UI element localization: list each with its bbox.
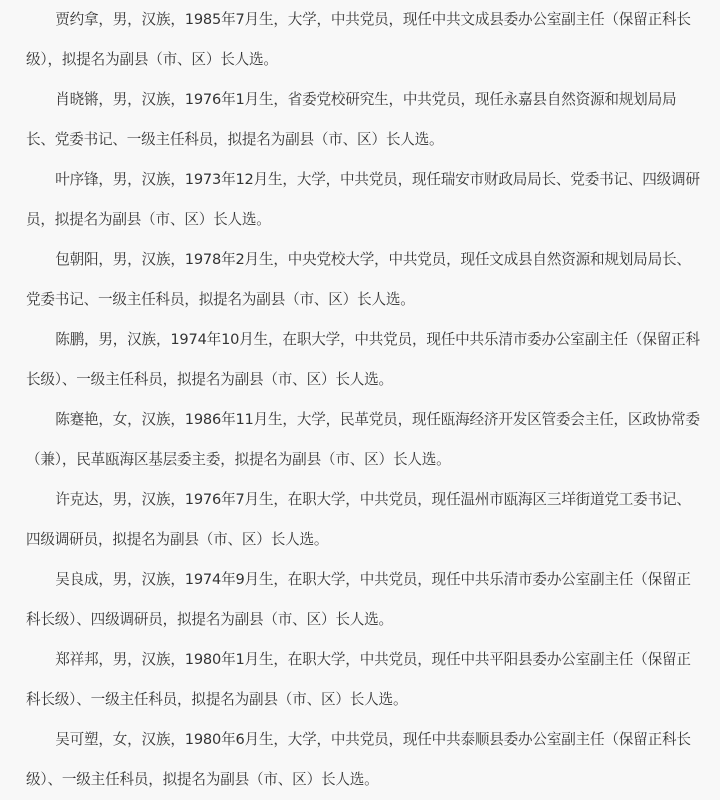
candidate-paragraph: 吴可塑，女，汉族，1980年6月生，大学，中共党员，现任中共泰顺县委办公室副主任（保留正科长级）、一级主任科员，拟提名为副县（市、区）长人选。 bbox=[26, 731, 691, 788]
candidate-paragraph: 吴良成，男，汉族，1974年9月生，在职大学，中共党员，现任中共乐清市委办公室副主任（保留正科长级）、四级调研员，拟提名为副县（市、区）长人选。 bbox=[26, 571, 691, 628]
candidate-paragraph: 肖晓锵，男，汉族，1976年1月生，省委党校研究生，中共党员，现任永嘉县自然资源和规划局局长、党委书记、一级主任科员，拟提名为副县（市、区）长人选。 bbox=[26, 91, 677, 148]
candidate-paragraph: 许克达，男，汉族，1976年7月生，在职大学，中共党员，现任温州市瓯海区三垟街道党工委书记、四级调研员，拟提名为副县（市、区）长人选。 bbox=[26, 491, 691, 548]
candidate-paragraph: 贾约拿，男，汉族，1985年7月生，大学，中共党员，现任中共文成县委办公室副主任（保留正科长级），拟提名为副县（市、区）长人选。 bbox=[26, 11, 691, 68]
candidate-paragraph: 陈鹏，男，汉族，1974年10月生，在职大学，中共党员，现任中共乐清市委办公室副主任（保留正科长级）、一级主任科员，拟提名为副县（市、区）长人选。 bbox=[26, 331, 700, 388]
candidate-paragraph: 郑祥邦，男，汉族，1980年1月生，在职大学，中共党员，现任中共平阳县委办公室副主任（保留正科长级）、一级主任科员，拟提名为副县（市、区）长人选。 bbox=[26, 651, 691, 708]
candidate-paragraph: 陈蹇艳，女，汉族，1986年11月生，大学，民革党员，现任瓯海经济开发区管委会主任，区政协常委（兼），民革瓯海区基层委主委，拟提名为副县（市、区）长人选。 bbox=[26, 411, 700, 468]
candidate-paragraph: 包朝阳，男，汉族，1978年2月生，中央党校大学，中共党员，现任文成县自然资源和规划局局长、党委书记、一级主任科员，拟提名为副县（市、区）长人选。 bbox=[26, 251, 691, 308]
candidate-paragraph: 叶序锋，男，汉族，1973年12月生，大学，中共党员，现任瑞安市财政局局长、党委书记、四级调研员，拟提名为副县（市、区）长人选。 bbox=[26, 171, 700, 228]
